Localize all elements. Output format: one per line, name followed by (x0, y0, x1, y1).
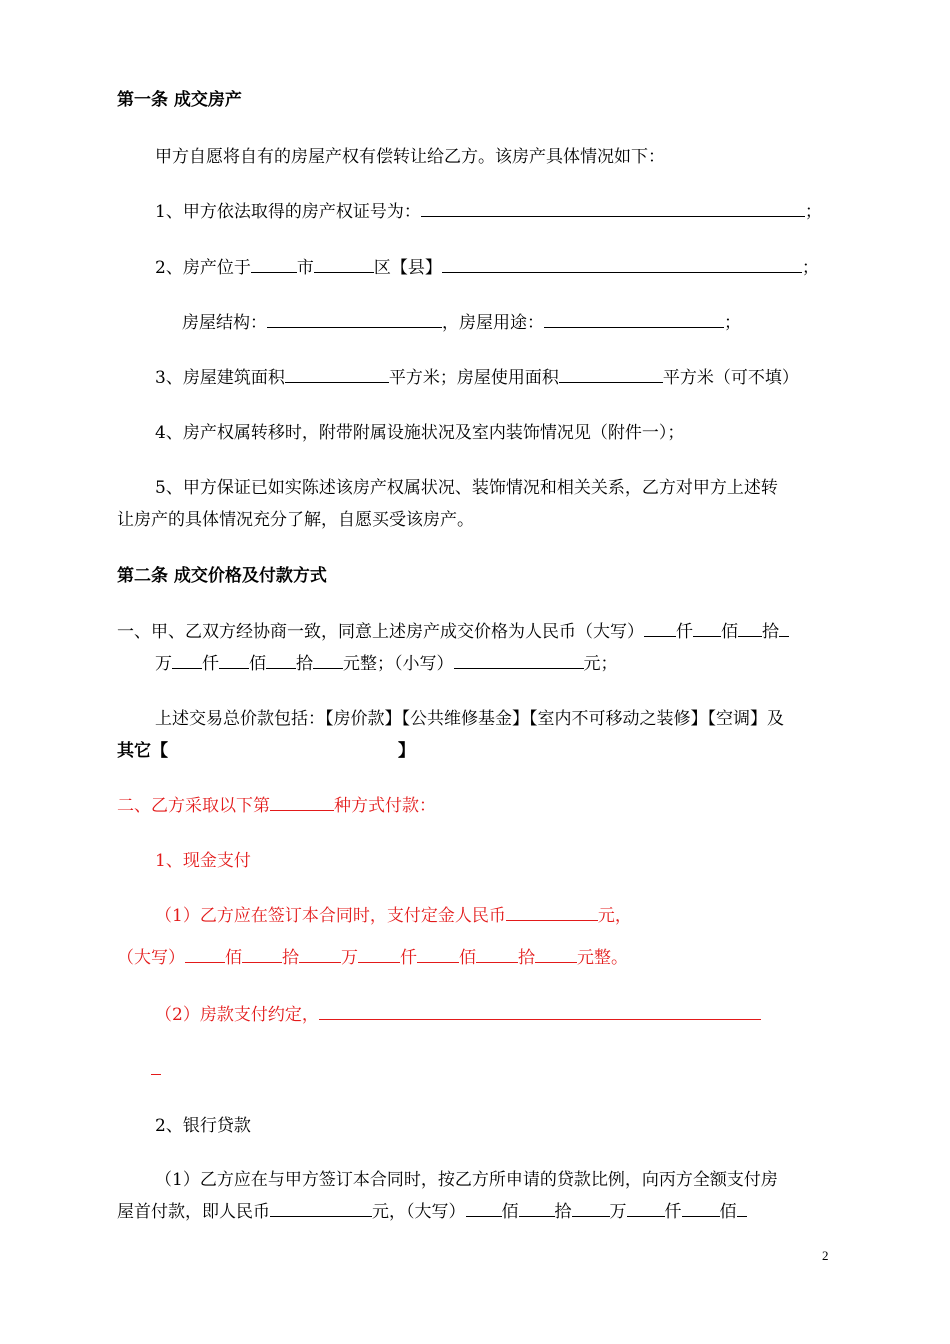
blank-line (779, 620, 789, 637)
label: 仟 (676, 622, 693, 642)
loan-l1-line2 (117, 1200, 747, 1224)
article1-item3 (155, 366, 799, 390)
article1-item5-line1: 5、甲方保证已如实陈述该房产权属状况、装饰情况和相关关系，乙方对甲方上述转 (155, 478, 778, 498)
label: 元； (583, 654, 618, 674)
blank-line (172, 652, 202, 669)
label: 平方米；房屋使用面积 (388, 368, 559, 388)
label: 区【县】 (373, 258, 442, 278)
page-number: 2 (822, 1248, 829, 1263)
label: 2、房产位于 (155, 258, 251, 278)
cash-c1-line2 (117, 946, 628, 970)
label: 佰 (459, 948, 476, 968)
label: 市 (296, 258, 314, 278)
blank-line (270, 1200, 372, 1217)
blank-line (693, 620, 721, 637)
label: 拾 (518, 948, 535, 968)
label: 佰 (501, 1202, 519, 1222)
label: 元整；（小写） (343, 654, 454, 674)
article2-p1-line2 (155, 652, 618, 676)
label: 仟 (664, 1202, 682, 1222)
blank-line (270, 794, 334, 811)
blank-line (737, 1200, 747, 1217)
blank-line (421, 200, 805, 217)
label: 3、房屋建筑面积 (155, 368, 285, 388)
article1-item1 (155, 200, 822, 224)
label: 元，（大写） (372, 1202, 466, 1222)
cash-c2-continuation (151, 1058, 161, 1082)
label: 万 (609, 1202, 627, 1222)
article2-heading: 第二条 成交价格及付款方式 (117, 566, 327, 586)
label: 拾 (554, 1202, 572, 1222)
blank-line (682, 1200, 720, 1217)
label: 】 (398, 741, 415, 761)
blank-line (738, 620, 762, 637)
blank-line (644, 620, 676, 637)
label: 拾 (296, 654, 313, 674)
label: 仟 (400, 948, 417, 968)
punct: ； (804, 202, 822, 222)
blank-line (251, 256, 297, 273)
blank-line (627, 1200, 665, 1217)
blank-line (476, 946, 518, 963)
blank-line (313, 652, 343, 669)
blank-line (285, 366, 389, 383)
blank-line (519, 1200, 555, 1217)
label: 拾 (762, 622, 779, 642)
label: 万 (155, 654, 172, 674)
label: 其它【 (117, 741, 168, 761)
label: 拾 (282, 948, 299, 968)
article2-p3 (117, 794, 436, 818)
article1-intro: 甲方自愿将自有的房屋产权有偿转让给乙方。该房产具体情况如下： (155, 147, 665, 167)
article1-item2b (182, 311, 741, 335)
blank-line (559, 366, 663, 383)
blank-line (544, 311, 724, 328)
blank-line (572, 1200, 610, 1217)
blank-line (185, 946, 225, 963)
label: 佰 (249, 654, 266, 674)
blank-line (299, 946, 341, 963)
label: 佰 (225, 948, 242, 968)
article1-item4: 4、房产权属转移时，附带附属设施状况及室内装饰情况见（附件一）； (155, 423, 685, 443)
blank-line (535, 946, 577, 963)
cash-c2 (155, 1003, 761, 1027)
blank-line (506, 904, 598, 921)
loan-l1-line1: （1）乙方应在与甲方签订本合同时，按乙方所申请的贷款比例，向丙方全额支付房 (155, 1170, 778, 1190)
article2-p1-line1 (117, 620, 789, 644)
article2-p2-line2 (117, 739, 415, 763)
loan-title: 2、银行贷款 (155, 1116, 251, 1136)
article1-item2 (155, 256, 819, 280)
label: 佰 (719, 1202, 737, 1222)
label: 万 (341, 948, 358, 968)
label: 仟 (202, 654, 219, 674)
label: 种方式付款： (334, 796, 436, 816)
label: 元整。 (577, 948, 628, 968)
label: （2）房款支付约定， (155, 1005, 319, 1025)
cash-title: 1、现金支付 (155, 851, 251, 871)
label: 一、甲、乙双方经协商一致，同意上述房产成交价格为人民币（大写） (117, 622, 644, 642)
blank-line (151, 1058, 161, 1075)
blank-line (266, 652, 296, 669)
label: 1、甲方依法取得的房产权证号为： (155, 202, 421, 222)
article2-p2-line1: 上述交易总价款包括：【房价款】【公共维修基金】【室内不可移动之装修】【空调】及 (155, 709, 784, 729)
punct: ； (724, 313, 741, 333)
label: （1）乙方应在签订本合同时，支付定金人民币 (155, 906, 506, 926)
blank-line (242, 946, 282, 963)
label: 元， (597, 906, 632, 926)
label: 屋首付款，即人民币 (117, 1202, 270, 1222)
article1-heading: 第一条 成交房产 (117, 90, 242, 110)
blank-line (219, 652, 249, 669)
label: 佰 (721, 622, 738, 642)
label: ，房屋用途： (442, 313, 544, 333)
blank-line (358, 946, 400, 963)
blank-line (314, 256, 374, 273)
label: 二、乙方采取以下第 (117, 796, 270, 816)
blank-line (319, 1003, 761, 1020)
blank-line (466, 1200, 502, 1217)
punct: ； (801, 258, 819, 278)
cash-c1-line1 (155, 904, 632, 928)
article1-item5-line2: 让房产的具体情况充分了解，自愿买受该房产。 (117, 510, 474, 530)
label: 平方米（可不填） (662, 368, 799, 388)
blank-line (442, 256, 802, 273)
label: 房屋结构： (182, 313, 267, 333)
label: （大写） (117, 948, 185, 968)
blank-line (267, 311, 442, 328)
blank-line (417, 946, 459, 963)
blank-line (454, 652, 584, 669)
